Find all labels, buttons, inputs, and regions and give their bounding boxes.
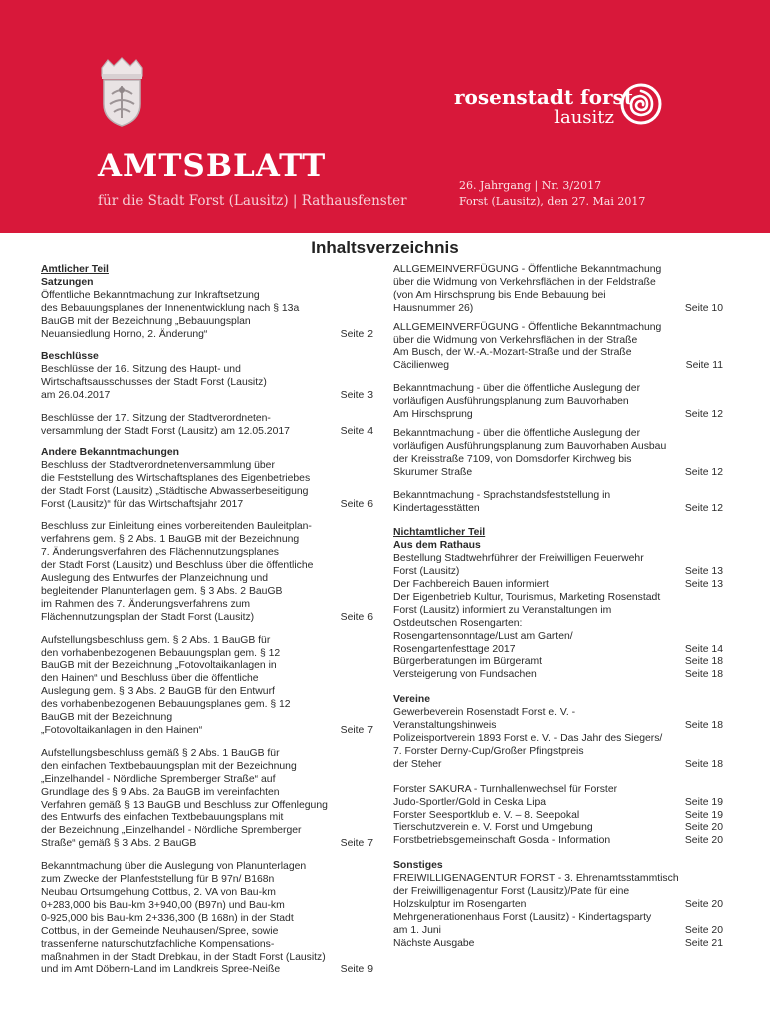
toc-line-text: Nächste Ausgabe	[393, 937, 475, 949]
toc-entry-text: ALLGEMEINVERFÜGUNG - Öffentliche Bekanntmachung über die Widmung von Verkehrsflächen in der Straße Am Busch, der W.-A.-Mozart-Straße und der Straße Cäcilienweg	[393, 321, 662, 372]
toc-entry	[41, 290, 373, 342]
coat-of-arms-icon	[98, 56, 146, 128]
subheading-sonstiges: Sonstiges	[393, 860, 443, 872]
toc-line	[393, 873, 723, 886]
toc-line	[393, 644, 723, 657]
toc-line-text: Bürgerberatungen im Bürgeramt	[393, 656, 543, 668]
toc-line-text: Ostdeutschen Rosengarten:	[393, 617, 523, 629]
toc-line-page: Seite 20	[684, 924, 723, 936]
subheading-beschluesse: Beschlüsse	[41, 351, 99, 363]
toc-entry-page: Seite 12	[684, 466, 723, 478]
toc-line	[393, 912, 723, 925]
toc-line	[393, 797, 723, 810]
toc-line-text: der Freiwilligenagentur Forst (Lausitz)/Pate für eine	[393, 886, 630, 898]
toc-line	[393, 605, 723, 618]
toc-entry-text: Öffentliche Bekanntmachung zur Inkraftsetzung des Bebauungsplanes der Innenentwicklung nach § 13a BauGB mit der Bezeichnung „Bebauungsplan Neuansiedlung Horno, 2. Änderung“	[41, 289, 300, 340]
toc-line-page: Seite 18	[684, 656, 723, 668]
toc-line-text: Forstbetriebsgemeinschaft Gosda - Information	[393, 835, 611, 847]
toc-line	[393, 810, 723, 823]
toc-line	[393, 579, 723, 592]
toc-entry-text: Beschlüsse der 16. Sitzung des Haupt- und Wirtschaftsausschusses der Stadt Forst (Lausitz) am 26.04.2017	[41, 364, 267, 402]
toc-line-page: Seite 20	[684, 822, 723, 834]
toc-line-text: Forster Seesportklub e. V. – 8. Seepokal	[393, 809, 580, 821]
subheading-rathaus: Aus dem Rathaus	[393, 540, 481, 552]
toc-line-text: Holzskulptur im Rosengarten	[393, 898, 527, 910]
masthead	[0, 0, 770, 233]
toc-line	[393, 566, 723, 579]
toc-line-text: Rosengartensonntage/Lust am Garten/	[393, 630, 573, 642]
toc-line-text: Versteigerung von Fundsachen	[393, 669, 537, 681]
toc-entry	[41, 413, 373, 439]
toc-right-column	[393, 264, 723, 951]
toc-entry-page: Seite 6	[340, 498, 373, 510]
toc-entry	[41, 635, 373, 738]
subheading-vereine: Vereine	[393, 694, 430, 706]
toc-entry-page: Seite 4	[340, 425, 373, 437]
toc-line-page: Seite 19	[684, 796, 723, 808]
toc-entry-page: Seite 3	[340, 390, 373, 402]
rose-logo-icon	[619, 82, 663, 126]
toc-entry-text: Bekanntmachung über die Auslegung von Planunterlagen zum Zwecke der Planfeststellung für B 97n/ B168n Neubau Ortsumgehung Cottbus, 2. VA von Bau-km 0+283,000 bis Bau-km 3+940,00 (B97n) und Bau-km 0-925,000 bis Bau-km 2+336,300 (B 168n) in der Stadt Cottbus, in der Gemeinde Neuhausen/Spree, sowie trassenferne naturschutzfachliche Kompensations- maßnahmen in der Stadt Drebkau, in der Stadt Forst (Lausitz) und im Amt Döbern-Land im Landkreis Spree-Neiße	[41, 861, 326, 976]
toc-entry-page: Seite 2	[340, 328, 373, 340]
toc-line-text: Veranstaltungshinweis	[393, 720, 497, 732]
toc-entry-page: Seite 6	[340, 611, 373, 623]
subheading-andere: Andere Bekanntmachungen	[41, 446, 179, 458]
toc-line-page: Seite 18	[684, 669, 723, 681]
toc-line	[393, 707, 723, 720]
toc-line-text: Forst (Lausitz)	[393, 566, 460, 578]
toc-entry-text: Bekanntmachung - über die öffentliche Auslegung der vorläufigen Ausführungsplanung zum Bauvorhaben Am Hirschsprung	[393, 383, 641, 421]
toc-entry-text: Bekanntmachung - Sprachstandsfeststellung in Kindertagesstätten	[393, 489, 611, 514]
toc-line-text: FREIWILLIGENAGENTUR FORST - 3. Ehrenamtsstammtisch	[393, 873, 679, 885]
toc-line-text: Der Fachbereich Bauen informiert	[393, 579, 549, 591]
toc-entry-text: Aufstellungsbeschluss gemäß § 2 Abs. 1 BauGB für den einfachen Textbebauungsplan mit der Bezeichnung „Einzelhandel - Nördliche Spremberger Straße“ auf Grundlage des § 9 Abs. 2a BauGB im vereinfachten Verfahren gemäß § 13 BauGB und Beschluss zur Offenlegung des Entwurfs des einfachen Textbebauungsplans mit der Bezeichnung „Einzelhandel - Nördliche Spremberger Straße“ gemäß § 3 Abs. 2 BauGB	[41, 747, 328, 850]
toc-entry	[393, 322, 723, 374]
issue-date: Forst (Lausitz), den 27. Mai 2017	[459, 195, 646, 208]
toc-line-text: Tierschutzverein e. V. Forst und Umgebung	[393, 822, 593, 834]
toc-line-page: Seite 20	[684, 835, 723, 847]
toc-line-page: Seite 19	[684, 809, 723, 821]
issue-info	[459, 178, 645, 210]
toc-entry-page: Seite 7	[340, 838, 373, 850]
toc-entry-text: Beschluss zur Einleitung eines vorbereitenden Bauleitplan- verfahrens gem. § 2 Abs. 1 BauGB mit der Bezeichnung 7. Änderungsverfahren des Flächennutzungsplanes der Stadt Forst (Lausitz) und Beschluss über die öffentliche Auslegung des Entwurfes der Planzeichnung und begleitender Planunterlagen gem. § 3 Abs. 2 BauGB im Rahmen des 7. Änderungsverfahrens zum Flächennutzungsplan der Stadt Forst (Lausitz)	[41, 521, 314, 623]
toc-line	[393, 656, 723, 669]
toc-entry-page: Seite 12	[684, 409, 723, 421]
toc-entry	[41, 861, 373, 977]
toc-line	[393, 925, 723, 938]
toc-line	[393, 720, 723, 733]
section-heading-amtlich: Amtlicher Teil	[41, 264, 109, 275]
toc-entry-text: Beschluss der Stadtverordnetenversammlung über die Feststellung des Wirtschaftsplanes des Eigenbetriebes der Stadt Forst (Lausitz) „Städtische Abwasserbeseitigung Forst (Lausitz)“ für das Wirtschaftsjahr 2017	[41, 459, 311, 510]
toc-line: Bestellung Stadtwehrführer der Freiwilligen Feuerwehr	[393, 553, 644, 565]
toc-line-text: Mehrgenerationenhaus Forst (Lausitz) - Kindertagsparty	[393, 911, 652, 923]
toc-line	[393, 938, 723, 951]
toc-line	[393, 835, 723, 848]
toc-line	[393, 746, 723, 759]
toc-line	[393, 886, 723, 899]
toc-line-text: Forst (Lausitz) informiert zu Veranstaltungen im	[393, 604, 612, 616]
toc-line-text: Rosengartenfesttage 2017	[393, 643, 516, 655]
toc-entry-page: Seite 11	[685, 360, 723, 372]
toc-entry	[393, 428, 723, 480]
subheading-satzungen: Satzungen	[41, 276, 94, 288]
toc-line-text: 7. Forster Derny-Cup/Großer Pfingstpreis	[393, 745, 584, 757]
toc-line	[393, 899, 723, 912]
toc-entry-text: ALLGEMEINVERFÜGUNG - Öffentliche Bekanntmachung über die Widmung von Verkehrsflächen in der Feldstraße (von Am Hirschsprung bis Ende Bebauung bei Hausnummer 26)	[393, 264, 662, 314]
toc-line-page: Seite 13	[684, 579, 723, 591]
toc-entry-page: Seite 12	[684, 502, 723, 514]
toc-left-column	[41, 264, 373, 977]
toc-entry	[393, 490, 723, 516]
toc-line	[393, 822, 723, 835]
toc-line-text: Forster SAKURA - Turnhallenwechsel für Forster	[393, 783, 618, 795]
brand-line-2: lausitz	[554, 107, 614, 128]
toc-entry-text: Beschlüsse der 17. Sitzung der Stadtverordneten- versammlung der Stadt Forst (Lausitz) am 12.05.2017	[41, 413, 290, 437]
toc-line-page: Seite 18	[684, 720, 723, 732]
toc-line-page: Seite 18	[684, 758, 723, 770]
toc-entry-text: Bekanntmachung - über die öffentliche Auslegung der vorläufigen Ausführungsplanung zum Bauvorhaben Ausbau der Kreisstraße 7109, von Domsdorfer Kirchweg bis Skurumer Straße	[393, 427, 667, 478]
issue-number: 26. Jahrgang | Nr. 3/2017	[459, 179, 602, 192]
toc-line-text: Judo-Sportler/Gold in Ceska Lipa	[393, 796, 547, 808]
toc-line	[393, 759, 723, 772]
publication-title: AMTSBLATT	[98, 148, 327, 184]
toc-line	[393, 618, 723, 631]
toc-line-text: der Steher	[393, 758, 442, 770]
toc-line	[393, 784, 723, 797]
toc-line-page: Seite 20	[684, 898, 723, 910]
toc-line-text: am 1. Juni	[393, 924, 441, 936]
toc-line	[393, 631, 723, 644]
toc-line-text: Gewerbeverein Rosenstadt Forst e. V. -	[393, 707, 576, 719]
toc-entry-page: Seite 7	[340, 725, 373, 736]
toc-entry-page: Seite 9	[340, 964, 373, 976]
toc-entry	[41, 748, 373, 851]
vereine-list-2	[393, 784, 723, 849]
toc-entry	[41, 460, 373, 512]
toc-line-page: Seite 13	[684, 566, 723, 578]
toc-entry-page: Seite 10	[684, 302, 723, 314]
toc-entry	[393, 264, 723, 316]
toc-line-page: Seite 14	[684, 643, 723, 655]
brand-line-1: rosenstadt forst	[454, 85, 634, 109]
sonstiges-list	[393, 873, 723, 950]
toc-entry	[41, 521, 373, 624]
publication-subtitle: für die Stadt Forst (Lausitz) | Rathausfenster	[98, 193, 407, 209]
city-brand	[454, 85, 634, 128]
toc-entry-text: Aufstellungsbeschluss gem. § 2 Abs. 1 BauGB für den vorhabenbezogenen Bebauungsplan gem. § 12 BauGB mit der Bezeichnung „Fotovoltaikanlagen in den Hainen“ und Beschluss über die öffentliche Auslegung gem. § 3 Abs. 2 BauGB für den Entwurf des vorhabenbezogenen Bebauungsplanes gem. § 12 BauGB mit der Bezeichnung „Fotovoltaikanlagen in den Hainen“	[41, 634, 291, 736]
rathaus-list	[393, 566, 723, 682]
toc-line	[393, 592, 723, 605]
vereine-list	[393, 707, 723, 772]
section-heading-nichtamtlich: Nichtamtlicher Teil	[393, 527, 486, 539]
toc-line	[393, 733, 723, 746]
toc-line-text: Polizeisportverein 1893 Forst e. V. - Das Jahr des Siegers/	[393, 733, 663, 744]
toc-entry	[41, 364, 373, 403]
toc-title: Inhaltsverzeichnis	[311, 238, 459, 257]
toc-line-page: Seite 21	[684, 937, 723, 949]
toc-entry	[393, 383, 723, 422]
toc-line-text: Der Eigenbetrieb Kultur, Tourismus, Marketing Rosenstadt	[393, 591, 661, 603]
toc-line	[393, 669, 723, 682]
